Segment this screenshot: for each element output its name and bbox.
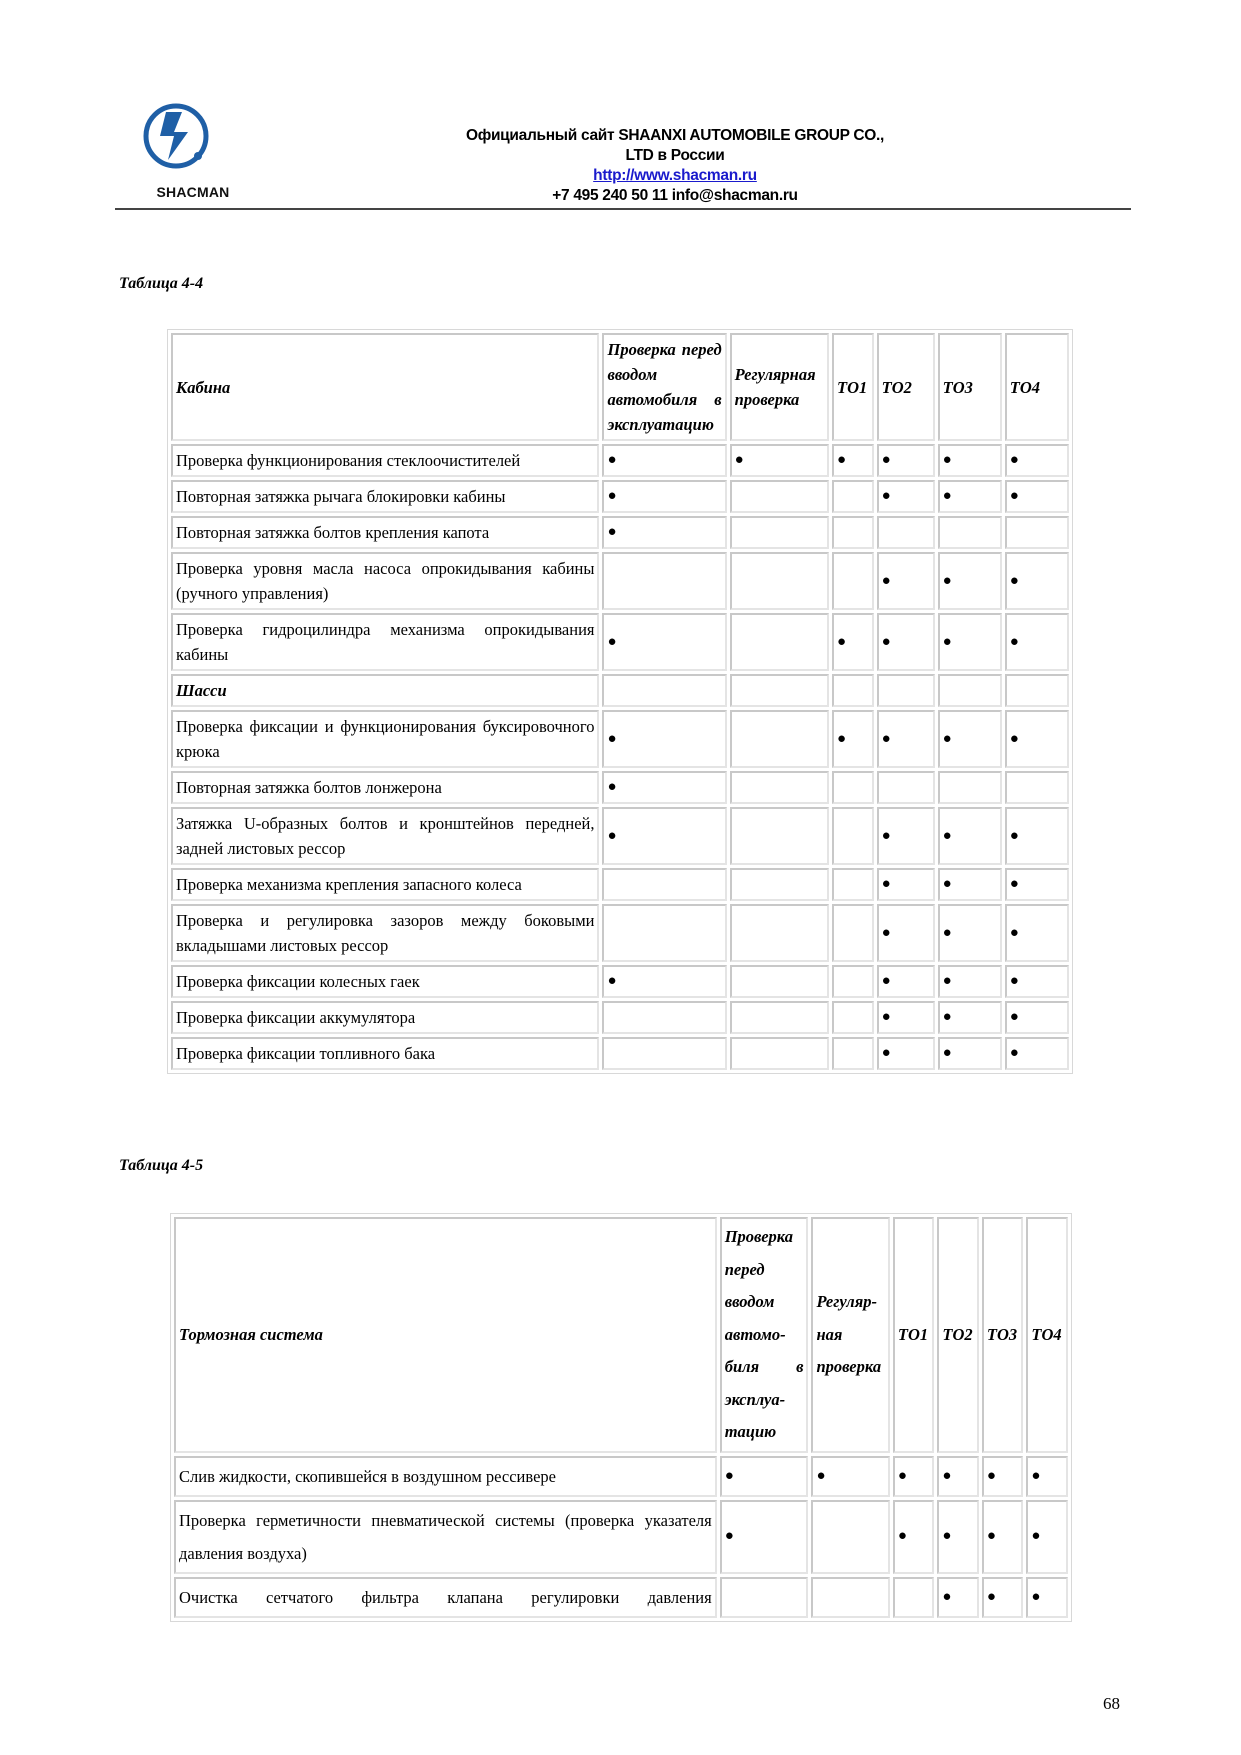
table-row — [171, 965, 1069, 998]
table-4-4-caption: Таблица 4-4 — [119, 275, 204, 292]
check-mark: ● — [893, 1456, 935, 1497]
table-4-4 — [167, 329, 1073, 1074]
check-mark: ● — [938, 904, 1002, 962]
check-mark: ● — [938, 1001, 1002, 1034]
table-row — [171, 771, 1069, 804]
check-mark: ● — [982, 1456, 1024, 1497]
table-row — [171, 1001, 1069, 1034]
table-4-5 — [170, 1213, 1072, 1622]
table-row — [171, 1037, 1069, 1070]
check-mark — [730, 1037, 829, 1070]
section-row-chassis — [171, 674, 1069, 707]
column-header-regular: Регуляр-ная проверка — [811, 1217, 889, 1453]
column-header-pre-operation: Проверка перед вводом автомо-биля в эксплуа-тацию — [720, 1217, 809, 1453]
check-mark: ● — [877, 710, 935, 768]
check-mark: ● — [982, 1577, 1024, 1618]
column-header-to2: ТО2 — [877, 333, 935, 441]
check-mark: ● — [1005, 1001, 1069, 1034]
check-mark — [730, 807, 829, 865]
row-label: Проверка гидроцилиндра механизма опрокидывания кабины — [171, 613, 599, 671]
contact-line: +7 495 240 50 11 info@shacman.ru — [552, 187, 798, 204]
empty-cell — [832, 674, 874, 707]
check-mark: ● — [602, 771, 726, 804]
site-info — [405, 126, 945, 206]
table-row — [174, 1456, 1068, 1497]
check-mark — [832, 552, 874, 610]
check-mark: ● — [832, 613, 874, 671]
check-mark: ● — [938, 444, 1002, 477]
table-row — [171, 807, 1069, 865]
column-header-cabin: Кабина — [171, 333, 599, 441]
check-mark: ● — [602, 516, 726, 549]
row-label: Проверка уровня масла насоса опрокидывания кабины (ручного управления) — [171, 552, 599, 610]
check-mark: ● — [1005, 613, 1069, 671]
check-mark: ● — [1026, 1500, 1068, 1574]
check-mark: ● — [832, 710, 874, 768]
check-mark — [1005, 516, 1069, 549]
row-label: Проверка фиксации аккумулятора — [171, 1001, 599, 1034]
check-mark — [832, 771, 874, 804]
table-4-5-caption: Таблица 4-5 — [119, 1157, 204, 1174]
check-mark: ● — [937, 1500, 979, 1574]
row-label: Проверка механизма крепления запасного колеса — [171, 868, 599, 901]
check-mark — [602, 1037, 726, 1070]
check-mark: ● — [1005, 444, 1069, 477]
table-row — [171, 868, 1069, 901]
check-mark — [602, 904, 726, 962]
check-mark — [832, 807, 874, 865]
column-header-pre-operation: Проверка перед вводом автомобиля в эксплуатацию — [602, 333, 726, 441]
check-mark — [938, 516, 1002, 549]
table-row — [171, 613, 1069, 671]
row-label: Повторная затяжка болтов крепления капота — [171, 516, 599, 549]
check-mark: ● — [602, 444, 726, 477]
check-mark — [730, 552, 829, 610]
column-header-regular: Регулярная проверка — [730, 333, 829, 441]
check-mark — [877, 516, 935, 549]
check-mark: ● — [602, 710, 726, 768]
check-mark — [730, 868, 829, 901]
site-title-line1: Официальный сайт SHAANXI AUTOMOBILE GROUP CO., — [465, 127, 885, 144]
column-header-to4: ТО4 — [1026, 1217, 1068, 1453]
check-mark: ● — [893, 1500, 935, 1574]
check-mark: ● — [730, 444, 829, 477]
table-row — [174, 1577, 1068, 1618]
shacman-logo — [128, 110, 233, 202]
check-mark: ● — [877, 807, 935, 865]
check-mark — [730, 771, 829, 804]
empty-cell — [938, 674, 1002, 707]
table-row — [171, 480, 1069, 513]
row-label: Проверка и регулировка зазоров между боковыми вкладышами листовых рессор — [171, 904, 599, 962]
check-mark: ● — [1026, 1456, 1068, 1497]
row-label: Проверка функционирования стеклоочистителей — [171, 444, 599, 477]
table-row — [171, 710, 1069, 768]
check-mark — [730, 480, 829, 513]
check-mark: ● — [877, 552, 935, 610]
table-row — [174, 1500, 1068, 1574]
check-mark: ● — [877, 868, 935, 901]
column-header-to1: ТО1 — [832, 333, 874, 441]
check-mark — [730, 613, 829, 671]
check-mark: ● — [877, 444, 935, 477]
table-row — [171, 904, 1069, 962]
check-mark — [811, 1577, 889, 1618]
row-label: Проверка герметичности пневматической системы (проверка указателя давления воздуха) — [174, 1500, 717, 1574]
row-label: Проверка фиксации колесных гаек — [171, 965, 599, 998]
check-mark — [730, 1001, 829, 1034]
check-mark: ● — [602, 965, 726, 998]
check-mark — [730, 904, 829, 962]
check-mark — [1005, 771, 1069, 804]
empty-cell — [1005, 674, 1069, 707]
row-label: Повторная затяжка болтов лонжерона — [171, 771, 599, 804]
check-mark — [832, 480, 874, 513]
check-mark: ● — [938, 480, 1002, 513]
check-mark — [832, 904, 874, 962]
page-header — [115, 110, 1131, 210]
column-header-to4: ТО4 — [1005, 333, 1069, 441]
check-mark: ● — [937, 1577, 979, 1618]
row-label: Проверка фиксации и функционирования буксировочного крюка — [171, 710, 599, 768]
check-mark: ● — [602, 807, 726, 865]
check-mark: ● — [720, 1500, 809, 1574]
logo-text: SHACMAN — [156, 184, 230, 200]
site-url-link[interactable]: http://www.shacman.ru — [593, 167, 757, 184]
check-mark: ● — [982, 1500, 1024, 1574]
row-label: Слив жидкости, скопившейся в воздушном рессивере — [174, 1456, 717, 1497]
column-header-to3: ТО3 — [938, 333, 1002, 441]
table-header-row — [174, 1217, 1068, 1453]
check-mark: ● — [938, 1037, 1002, 1070]
check-mark: ● — [877, 1037, 935, 1070]
column-header-to2: ТО2 — [937, 1217, 979, 1453]
site-title-line2: LTD в России — [625, 147, 725, 164]
column-header-to3: ТО3 — [982, 1217, 1024, 1453]
check-mark: ● — [938, 552, 1002, 610]
row-label: Повторная затяжка рычага блокировки кабины — [171, 480, 599, 513]
check-mark — [730, 516, 829, 549]
check-mark: ● — [877, 904, 935, 962]
check-mark: ● — [1005, 1037, 1069, 1070]
check-mark: ● — [1005, 710, 1069, 768]
check-mark: ● — [938, 807, 1002, 865]
check-mark: ● — [938, 868, 1002, 901]
table-header-row — [171, 333, 1069, 441]
check-mark — [832, 965, 874, 998]
check-mark — [602, 868, 726, 901]
row-label: Затяжка U-образных болтов и кронштейнов передней, задней листовых рессор — [171, 807, 599, 865]
table-row — [171, 516, 1069, 549]
check-mark — [832, 1001, 874, 1034]
section-label: Шасси — [171, 674, 599, 707]
check-mark — [832, 516, 874, 549]
check-mark: ● — [937, 1456, 979, 1497]
shacman-logo-icon — [136, 100, 216, 172]
column-header-to1: ТО1 — [893, 1217, 935, 1453]
check-mark — [730, 710, 829, 768]
empty-cell — [730, 674, 829, 707]
check-mark — [938, 771, 1002, 804]
check-mark: ● — [877, 1001, 935, 1034]
check-mark: ● — [1005, 965, 1069, 998]
check-mark — [832, 868, 874, 901]
check-mark: ● — [1005, 807, 1069, 865]
check-mark — [893, 1577, 935, 1618]
check-mark: ● — [720, 1456, 809, 1497]
check-mark: ● — [877, 965, 935, 998]
column-header-brake-system: Тормозная система — [174, 1217, 717, 1453]
table-row — [171, 552, 1069, 610]
empty-cell — [877, 674, 935, 707]
check-mark: ● — [1026, 1577, 1068, 1618]
check-mark: ● — [811, 1456, 889, 1497]
page-number: 68 — [1103, 1694, 1120, 1713]
check-mark: ● — [602, 480, 726, 513]
check-mark: ● — [1005, 552, 1069, 610]
row-label: Проверка фиксации топливного бака — [171, 1037, 599, 1070]
check-mark — [602, 552, 726, 610]
empty-cell — [602, 674, 726, 707]
check-mark: ● — [938, 710, 1002, 768]
check-mark: ● — [1005, 868, 1069, 901]
check-mark: ● — [877, 613, 935, 671]
row-label: Очистка сетчатого фильтра клапана регулировки давления — [174, 1577, 717, 1618]
check-mark — [720, 1577, 809, 1618]
check-mark — [730, 965, 829, 998]
check-mark — [877, 771, 935, 804]
check-mark: ● — [1005, 904, 1069, 962]
check-mark: ● — [938, 613, 1002, 671]
check-mark — [602, 1001, 726, 1034]
check-mark — [832, 1037, 874, 1070]
check-mark: ● — [877, 480, 935, 513]
check-mark: ● — [938, 965, 1002, 998]
check-mark — [811, 1500, 889, 1574]
table-row — [171, 444, 1069, 477]
check-mark: ● — [832, 444, 874, 477]
check-mark: ● — [602, 613, 726, 671]
check-mark: ● — [1005, 480, 1069, 513]
